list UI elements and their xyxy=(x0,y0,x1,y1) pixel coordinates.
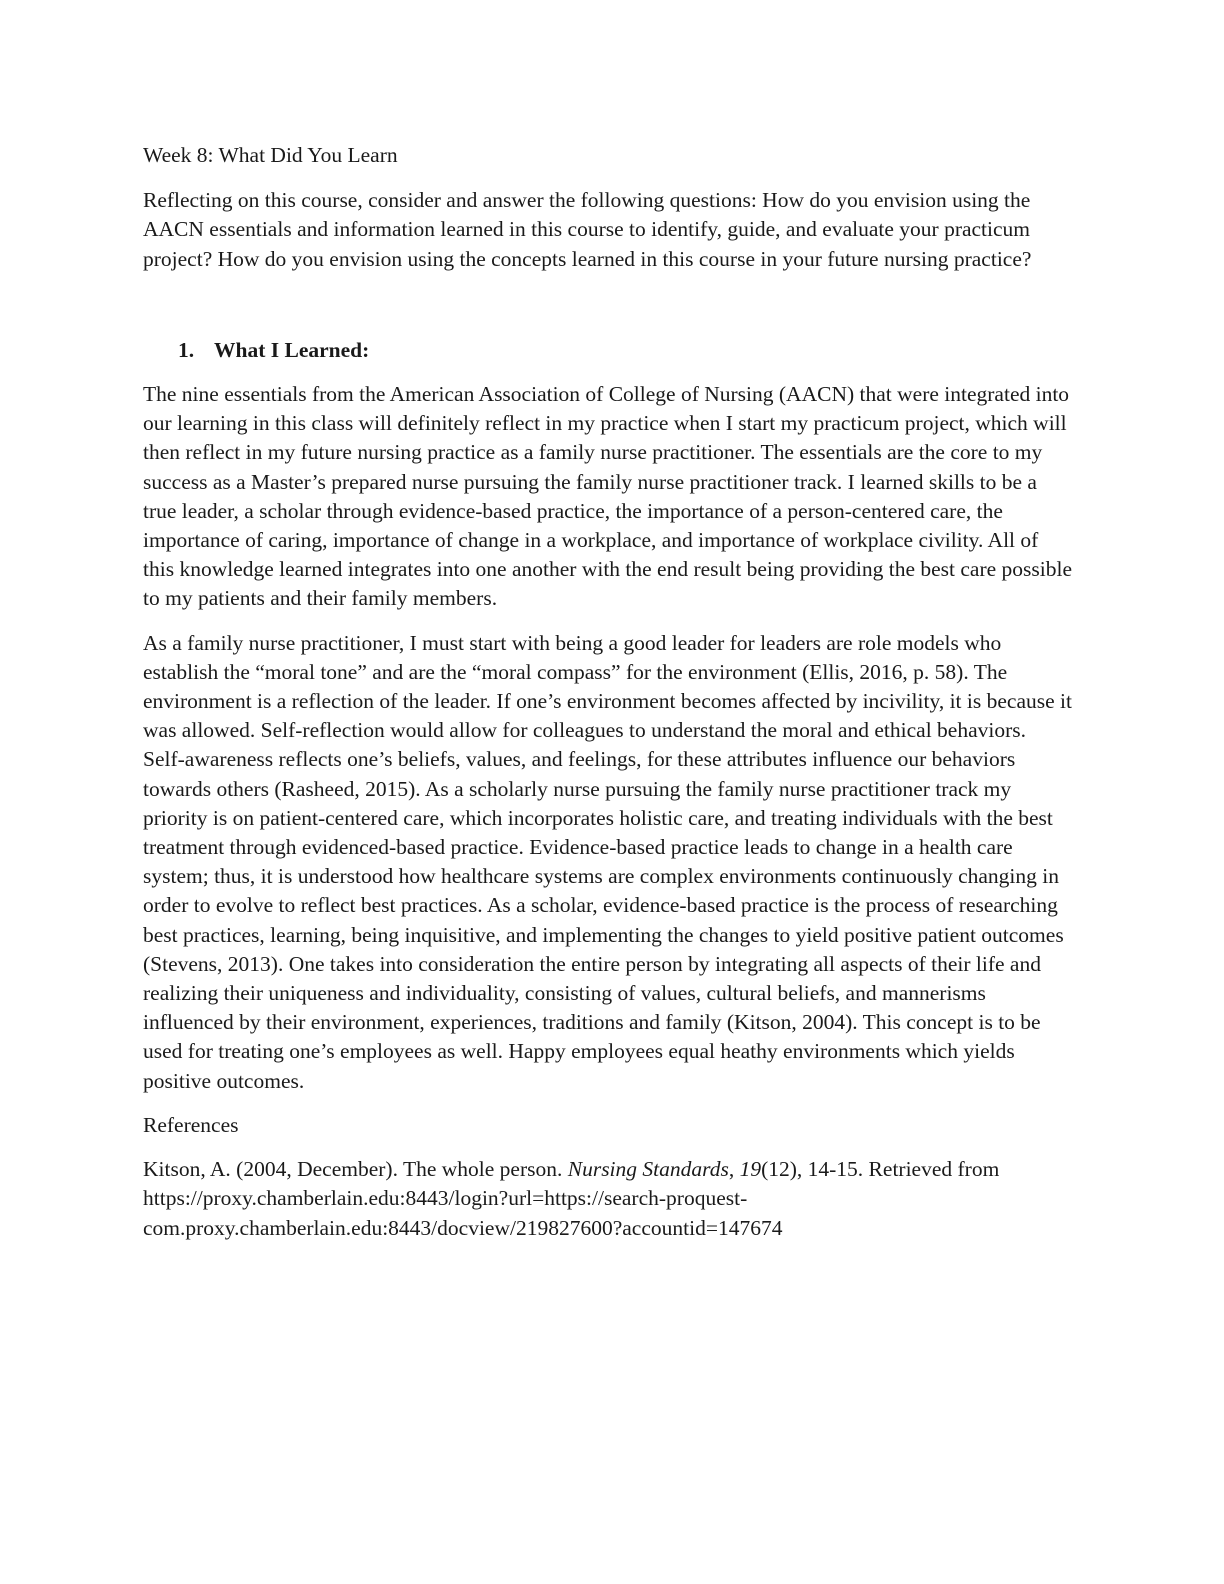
section-number: 1. xyxy=(178,337,195,362)
assignment-prompt: Reflecting on this course, consider and answer the following questions: How do you envision using the AACN essentials and information learned in this course to identify, guide, and evaluate your practicum project? How do you envision using the concepts learned in this course in your future nursing practice? xyxy=(143,188,1032,271)
section-heading-text: What I Learned: xyxy=(214,337,370,362)
reference-author-title: Kitson, A. (2004, December). The whole person. xyxy=(143,1157,568,1182)
reference-entry xyxy=(143,1155,1073,1243)
reference-separator: , xyxy=(728,1157,740,1182)
reference-details: (12), 14-15. Retrieved from https://proxy.chamberlain.edu:8443/login?url=https://search-proquest-com.proxy.chamberlain.edu:8443/docview/219827600?accountid=147674 xyxy=(143,1157,1000,1240)
references-heading: References xyxy=(143,1112,239,1137)
document-page xyxy=(143,141,1073,1243)
section-heading xyxy=(178,336,1073,365)
body-paragraph-1: The nine essentials from the American Association of College of Nursing (AACN) that were integrated into our learning in this class will definitely reflect in my practice when I start my practicum project, which will then reflect in my future nursing practice as a family nurse practitioner. The essentials are the core to my success as a Master’s prepared nurse pursuing the family nurse practitioner track. I learned skills to be a true leader, a scholar through evidence-based practice, the importance of a person-centered care, the importance of caring, importance of change in a workplace, and importance of workplace civility. All of this knowledge learned integrates into one another with the end result being providing the best care possible to my patients and their family members. xyxy=(143,382,1073,611)
reference-volume: 19 xyxy=(739,1157,762,1182)
reference-journal: Nursing Standards xyxy=(567,1157,729,1182)
document-title: Week 8: What Did You Learn xyxy=(143,143,398,167)
body-paragraph-2: As a family nurse practitioner, I must start with being a good leader for leaders are role models who establish the “moral tone” and are the “moral compass” for the environment (Ellis, 2016, p. 58). The environment is a reflection of the leader. If one’s environment becomes affected by incivility, it is because it was allowed. Self-reflection would allow for colleagues to understand the moral and ethical behaviors. Self-awareness reflects one’s beliefs, values, and feelings, for these attributes influence our behaviors towards others (Rasheed, 2015). As a scholarly nurse pursuing the family nurse practitioner track my priority is on patient-centered care, which incorporates holistic care, and treating individuals with the best treatment through evidenced-based practice. Evidence-based practice leads to change in a health care system; thus, it is understood how healthcare systems are complex environments continuously changing in order to evolve to reflect best practices. As a scholar, evidence-based practice is the process of researching best practices, learning, being inquisitive, and implementing the changes to yield positive patient outcomes (Stevens, 2013). One takes into consideration the entire person by integrating all aspects of their life and realizing their uniqueness and individuality, consisting of values, cultural beliefs, and mannerisms influenced by their environment, experiences, traditions and family (Kitson, 2004). This concept is to be used for treating one’s employees as well. Happy employees equal heathy environments which yields positive outcomes. xyxy=(143,630,1072,1093)
